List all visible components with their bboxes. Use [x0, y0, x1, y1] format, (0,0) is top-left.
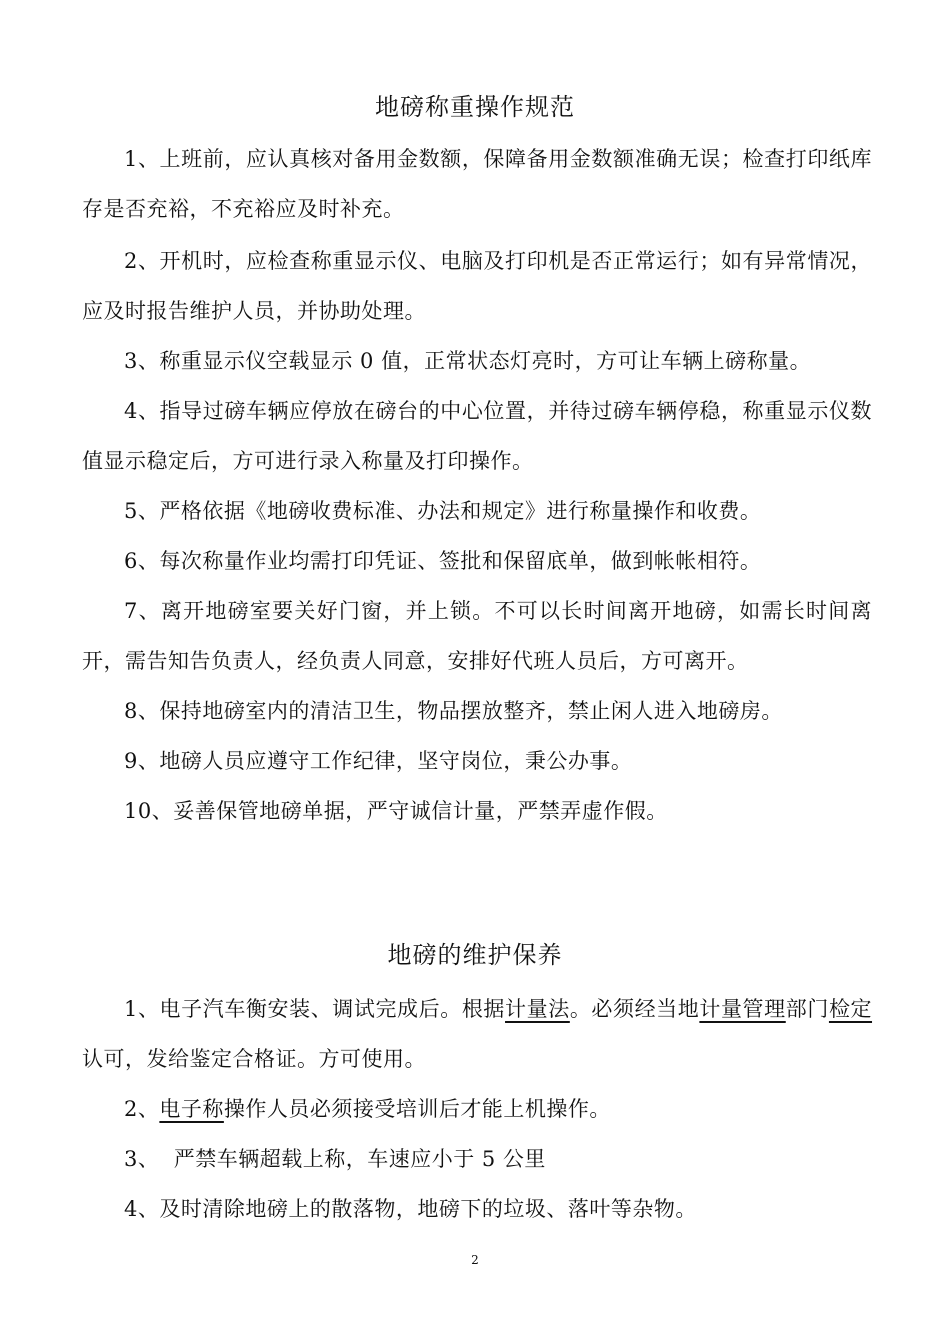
- underlined-term-metrology-law: 计量法: [505, 997, 570, 1021]
- page-number: 2: [471, 1253, 479, 1267]
- section-title-weighing-operation: 地磅称重操作规范: [375, 93, 575, 121]
- operation-item-1: 1、上班前，应认真核对备用金数额，保障备用金数额准确无误；检查打印纸库存是否充裕，不充裕应及时补充。: [82, 147, 872, 221]
- maintenance-item-1-text-c: 部门: [785, 997, 829, 1021]
- maintenance-item-2: [82, 1084, 872, 1134]
- maintenance-item-3: 3、 严禁车辆超载上称，车速应小于 5 公里: [124, 1147, 546, 1171]
- operation-item-9: 9、地磅人员应遵守工作纪律，坚守岗位，秉公办事。: [124, 749, 633, 773]
- operation-item-4: 4、指导过磅车辆应停放在磅台的中心位置，并待过磅车辆停稳，称重显示仪数值显示稳定后，方可进行录入称量及打印操作。: [82, 399, 872, 473]
- operation-item-2: 2、开机时，应检查称重显示仪、电脑及打印机是否正常运行；如有异常情况，应及时报告维护人员，并协助处理。: [82, 249, 872, 323]
- section-title-maintenance: 地磅的维护保养: [387, 941, 563, 969]
- maintenance-item-1-text-d: 认可，发给鉴定合格证。方可使用。: [82, 1047, 426, 1071]
- underlined-term-electronic-scale: 电子称: [159, 1097, 224, 1121]
- operation-item-10: 10、妥善保管地磅单据，严守诚信计量，严禁弄虚作假。: [124, 799, 668, 823]
- maintenance-item-1: [82, 984, 872, 1084]
- operation-item-7: 7、离开地磅室要关好门窗，并上锁。不可以长时间离开地磅，如需长时间离开，需告知告负责人，经负责人同意，安排好代班人员后，方可离开。: [82, 599, 872, 673]
- maintenance-item-4: 4、及时清除地磅上的散落物，地磅下的垃圾、落叶等杂物。: [124, 1197, 697, 1221]
- operation-item-5: 5、严格依据《地磅收费标准、办法和规定》进行称量操作和收费。: [124, 499, 762, 523]
- maintenance-item-1-text-a: 1、电子汽车衡安装、调试完成后。根据: [124, 997, 506, 1021]
- maintenance-item-1-text-b: 。必须经当地: [569, 997, 700, 1021]
- operation-item-8: 8、保持地磅室内的清洁卫生，物品摆放整齐，禁止闲人进入地磅房。: [124, 699, 783, 723]
- maintenance-item-2-text-a: 2、: [124, 1097, 160, 1121]
- underlined-term-verification: 检定: [828, 997, 873, 1021]
- operation-item-3: 3、称重显示仪空载显示 0 值，正常状态灯亮时，方可让车辆上磅称量。: [124, 349, 812, 373]
- maintenance-item-2-text-b: 操作人员必须接受培训后才能上机操作。: [223, 1097, 611, 1121]
- underlined-term-metrology-management: 计量管理: [699, 997, 786, 1021]
- operation-item-6: 6、每次称量作业均需打印凭证、签批和保留底单，做到帐帐相符。: [124, 549, 762, 573]
